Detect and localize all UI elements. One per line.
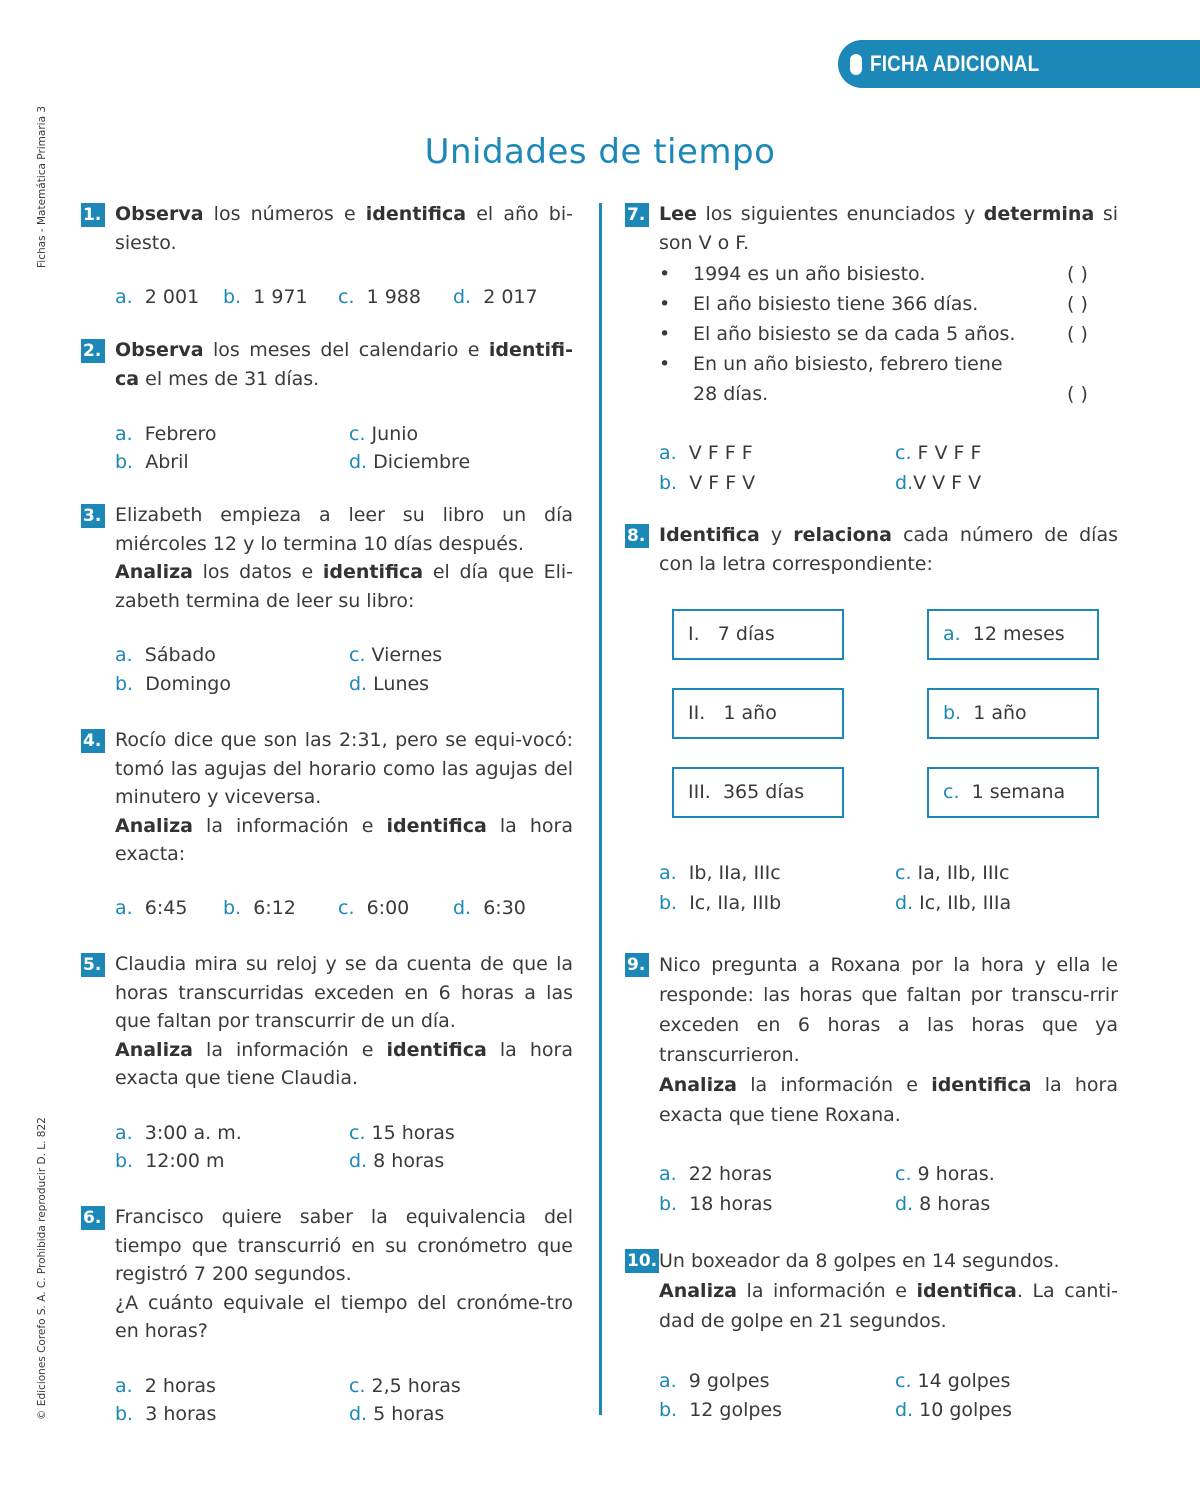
question-stem: Elizabeth empieza a leer su libro un día miércoles 12 y lo termina 10 días después. Analiza los datos e identifica el día que Eli-zabeth termina de leer su libro: (115, 504, 573, 612)
option-c[interactable]: c. 6:00 (338, 897, 410, 919)
option-b[interactable]: b. Abril (115, 451, 189, 473)
left-box-2[interactable]: II. 1 año (672, 688, 844, 739)
question-stem: Rocío dice que son las 2:31, pero se equi-vocó: tomó las agujas del horario como las agujas del minutero y viceversa. Analiza la información e identifica la hora exacta: (115, 729, 573, 865)
tab-pill-icon (850, 54, 862, 75)
option-b[interactable]: b. 12 golpes (659, 1399, 783, 1421)
side-text-bottom: © Ediciones Corefo S. A. C. Prohibida reproducir D. L. 822 (36, 1117, 48, 1420)
question-3 (81, 501, 573, 615)
question-number: 5. (81, 953, 105, 977)
option-a[interactable]: a. 22 horas (659, 1163, 773, 1185)
question-number: 2. (81, 339, 105, 363)
question-5 (81, 950, 573, 1093)
option-a[interactable]: a. 2 001 (115, 286, 200, 308)
option-c[interactable]: c. 1 988 (338, 286, 421, 308)
question-8 (625, 521, 1118, 578)
option-a[interactable]: a. V F F F (659, 442, 753, 464)
question-number: 8. (625, 524, 649, 548)
option-d[interactable]: d. 2 017 (453, 286, 538, 308)
question-4 (81, 726, 573, 869)
question-stem: Identifica y relaciona cada número de días con la letra correspondiente: (659, 524, 1118, 575)
column-divider (599, 203, 602, 1415)
question-stem: Lee los siguientes enunciados y determina si son V o F. (659, 203, 1119, 254)
left-box-1[interactable]: I. 7 días (672, 609, 844, 660)
option-d[interactable]: d. 10 golpes (895, 1399, 1012, 1421)
option-b[interactable]: b. 3 horas (115, 1403, 217, 1425)
option-c[interactable]: c. 9 horas. (895, 1163, 995, 1185)
option-a[interactable]: a. 2 horas (115, 1375, 216, 1397)
question-number: 6. (81, 1206, 105, 1230)
option-a[interactable]: a. Sábado (115, 644, 216, 666)
q7-statements (659, 259, 1119, 409)
option-d[interactable]: d. 8 horas (349, 1150, 445, 1172)
statement-item: • El año bisiesto tiene 366 días. ( ) (659, 289, 1119, 319)
option-d[interactable]: d. Lunes (349, 673, 430, 695)
question-stem: Francisco quiere saber la equivalencia del tiempo que transcurrió en su cronómetro que registró 7 200 segundos. ¿A cuánto equivale el tiempo del cronóme-tro en horas? (115, 1206, 573, 1342)
option-d[interactable]: d. 8 horas (895, 1193, 991, 1215)
left-box-3[interactable]: III. 365 días (672, 767, 844, 818)
option-a[interactable]: a. Febrero (115, 423, 217, 445)
option-b[interactable]: b. 18 horas (659, 1193, 773, 1215)
option-d[interactable]: d. 5 horas (349, 1403, 445, 1425)
option-d[interactable]: d. Diciembre (349, 451, 471, 473)
statement-item: • El año bisiesto se da cada 5 años. ( ) (659, 319, 1119, 349)
question-1 (81, 200, 573, 257)
answer-paren[interactable]: ( ) (1067, 323, 1088, 345)
question-stem: Un boxeador da 8 golpes en 14 segundos. Analiza la información e identifica. La canti-dad de golpe en 21 segundos. (659, 1250, 1118, 1332)
option-b[interactable]: b. V F F V (659, 472, 756, 494)
answer-paren[interactable]: ( ) (1067, 383, 1088, 405)
statement-item: • 1994 es un año bisiesto. ( ) (659, 259, 1119, 289)
question-9 (625, 950, 1118, 1130)
question-2 (81, 336, 573, 393)
option-c[interactable]: c. F V F F (895, 442, 982, 464)
option-a[interactable]: a. Ib, IIa, IIIc (659, 862, 781, 884)
option-a[interactable]: a. 6:45 (115, 897, 188, 919)
answer-paren[interactable]: ( ) (1067, 263, 1088, 285)
question-stem: Observa los números e identifica el año bi-siesto. (115, 203, 573, 254)
option-b[interactable]: b. 12:00 m (115, 1150, 225, 1172)
option-b[interactable]: b. Domingo (115, 673, 231, 695)
question-number: 7. (625, 203, 649, 227)
right-box-c[interactable]: c. 1 semana (927, 767, 1099, 818)
option-b[interactable]: b. Ic, IIa, IIIb (659, 892, 782, 914)
page-title: Unidades de tiempo (424, 132, 776, 172)
option-c[interactable]: c. 15 horas (349, 1122, 455, 1144)
tab-label: FICHA ADICIONAL (870, 51, 1040, 76)
option-c[interactable]: c. Junio (349, 423, 419, 445)
question-number: 3. (81, 504, 105, 528)
answer-paren[interactable]: ( ) (1067, 293, 1088, 315)
question-stem: Nico pregunta a Roxana por la hora y ella le responde: las horas que faltan por transcu-rrir exceden en 6 horas a las horas que ya transcurrieron. Analiza la información e identifica la hora exacta que tiene Roxana. (659, 954, 1118, 1126)
right-box-b[interactable]: b. 1 año (927, 688, 1099, 739)
option-b[interactable]: b. 6:12 (223, 897, 296, 919)
question-10 (625, 1246, 1118, 1336)
right-box-a[interactable]: a. 12 meses (927, 609, 1099, 660)
question-7 (625, 200, 1118, 257)
question-number: 9. (625, 953, 649, 977)
question-stem: Observa los meses del calendario e identifi-ca el mes de 31 días. (115, 339, 573, 390)
option-d[interactable]: d. 6:30 (453, 897, 526, 919)
option-d[interactable]: d. Ic, IIb, IIIa (895, 892, 1012, 914)
option-c[interactable]: c. Ia, IIb, IIIc (895, 862, 1010, 884)
ficha-adicional-tab (838, 40, 1200, 88)
option-c[interactable]: c. Viernes (349, 644, 443, 666)
option-a[interactable]: a. 9 golpes (659, 1370, 770, 1392)
side-text-top: Fichas - Matemática Primaria 3 (36, 105, 48, 268)
option-a[interactable]: a. 3:00 a. m. (115, 1122, 242, 1144)
question-number: 10. (627, 1251, 658, 1271)
question-stem: Claudia mira su reloj y se da cuenta de que la horas transcurridas exceden en 6 horas a las que faltan por transcurrir de un día. Analiza la información e identifica la hora exacta que tiene Claudia. (115, 953, 573, 1089)
option-c[interactable]: c. 2,5 horas (349, 1375, 461, 1397)
statement-item: • En un año bisiesto, febrero tiene 28 días. ( ) (659, 349, 1119, 409)
question-number: 1. (81, 203, 105, 227)
question-6 (81, 1203, 573, 1346)
option-d[interactable]: d.V V F V (895, 472, 982, 494)
option-c[interactable]: c. 14 golpes (895, 1370, 1011, 1392)
question-number: 4. (81, 729, 105, 753)
option-b[interactable]: b. 1 971 (223, 286, 308, 308)
